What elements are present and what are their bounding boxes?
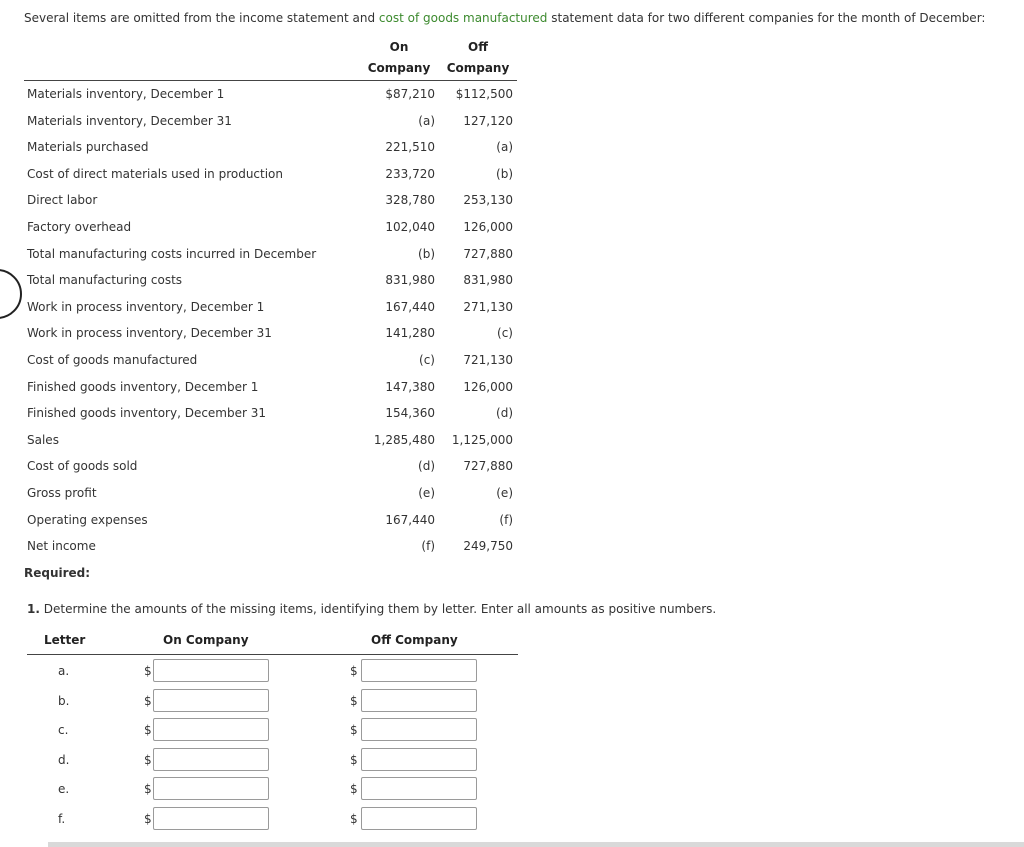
on-company-value: $87,210: [385, 87, 435, 101]
intro-text-after: statement data for two different companies for the month of December:: [547, 11, 986, 25]
intro-text-before: Several items are omitted from the income statement and: [24, 11, 379, 25]
on-company-value: 147,380: [385, 379, 435, 394]
off-company-value: 249,750: [463, 539, 513, 554]
on-company-value: 221,510: [385, 140, 435, 155]
table-row: [24, 188, 517, 214]
row-label: Total manufacturing costs: [27, 273, 183, 288]
off-company-header-line1: Off: [468, 40, 488, 54]
on-company-value: 831,980: [385, 273, 435, 288]
table-row: [24, 428, 517, 454]
answer-header-divider: [27, 654, 518, 655]
on-company-amount-input[interactable]: [153, 777, 269, 800]
off-company-amount-input[interactable]: [361, 777, 477, 800]
off-company-column-header: [440, 37, 516, 79]
dollar-sign: $: [144, 693, 152, 708]
off-company-amount-input[interactable]: [361, 659, 477, 682]
dollar-sign: $: [350, 693, 358, 708]
on-company-value: 1,285,480: [373, 432, 435, 447]
row-label: Materials inventory, December 31: [27, 113, 232, 128]
on-company-value: 328,780: [385, 193, 435, 208]
off-company-value: 126,000: [463, 379, 513, 394]
off-company-value: (d): [496, 406, 513, 421]
dollar-sign: $: [350, 723, 358, 738]
off-company-value: 1,125,000: [451, 432, 513, 447]
on-company-value: 167,440: [385, 299, 435, 314]
answer-letter: a.: [58, 664, 70, 678]
table-row: [24, 82, 517, 108]
on-company-header-line2: Company: [367, 61, 431, 75]
row-label: Operating expenses: [27, 512, 148, 527]
off-company-header-line2: Company: [446, 61, 510, 75]
dollar-sign: $: [350, 782, 358, 797]
on-company-value: (b): [418, 246, 435, 261]
row-label: Net income: [27, 539, 96, 554]
row-label: Cost of goods sold: [27, 459, 138, 474]
on-company-value: 154,360: [385, 406, 435, 421]
row-label: Cost of goods manufactured: [27, 353, 198, 367]
question-number: 1.: [27, 602, 40, 616]
table-row: [24, 534, 517, 560]
off-company-value: $112,500: [455, 87, 513, 101]
dollar-sign: $: [350, 752, 358, 767]
off-company-value: 721,130: [463, 353, 513, 367]
row-label: Finished goods inventory, December 31: [27, 406, 267, 421]
row-label: Cost of direct materials used in production: [27, 166, 284, 181]
required-heading: Required:: [24, 566, 91, 580]
intro-text: [24, 9, 1014, 27]
on-company-value: (f): [421, 539, 435, 554]
answer-letter: e.: [58, 782, 70, 797]
answer-header-off-company: Off Company: [371, 633, 458, 647]
dollar-sign: $: [350, 664, 358, 678]
question-1: [27, 602, 716, 616]
row-label: Materials inventory, December 1: [27, 87, 225, 101]
on-company-column-header: [362, 37, 436, 79]
on-company-value: 167,440: [385, 512, 435, 527]
table-row: [24, 454, 517, 480]
off-company-amount-input[interactable]: [361, 718, 477, 741]
table-row: [24, 295, 517, 321]
dollar-sign: $: [144, 664, 152, 678]
on-company-header-line1: On: [389, 40, 409, 54]
on-company-amount-input[interactable]: [153, 807, 269, 830]
table-row: [24, 135, 517, 161]
dollar-sign: $: [144, 812, 152, 826]
answer-header-letter: Letter: [44, 633, 86, 647]
table-row: [24, 268, 517, 294]
answer-letter: c.: [58, 723, 69, 738]
dollar-sign: $: [144, 782, 152, 797]
row-label: Finished goods inventory, December 1: [27, 379, 259, 394]
off-company-value: (b): [496, 166, 513, 181]
on-company-amount-input[interactable]: [153, 718, 269, 741]
table-row: [24, 375, 517, 401]
cost-of-goods-manufactured-link[interactable]: cost of goods manufactured: [378, 11, 548, 25]
question-text: Determine the amounts of the missing items, identifying them by letter. Enter all amounts as positive numbers.: [39, 602, 717, 616]
on-company-value: (d): [418, 459, 435, 474]
row-label: Factory overhead: [27, 220, 132, 234]
off-company-value: 271,130: [463, 299, 513, 314]
table-row: [24, 109, 517, 135]
row-label: Direct labor: [27, 193, 98, 208]
row-label: Work in process inventory, December 1: [27, 299, 265, 314]
off-company-value: 727,880: [463, 459, 513, 474]
on-company-value: (c): [419, 353, 435, 367]
on-company-amount-input[interactable]: [153, 748, 269, 771]
off-company-value: (c): [497, 326, 513, 341]
side-circle-indicator: [0, 269, 22, 319]
row-label: Materials purchased: [27, 140, 149, 155]
table-row: [24, 508, 517, 534]
table-row: [24, 481, 517, 507]
row-label: Gross profit: [27, 486, 97, 500]
dollar-sign: $: [144, 723, 152, 738]
answer-letter: f.: [58, 812, 66, 826]
dollar-sign: $: [350, 812, 358, 826]
off-company-value: 253,130: [463, 193, 513, 208]
table-row: [24, 215, 517, 241]
off-company-value: (f): [499, 512, 513, 527]
header-divider: [24, 80, 517, 81]
row-label: Work in process inventory, December 31: [27, 326, 272, 341]
dollar-sign: $: [144, 752, 152, 767]
horizontal-scrollbar[interactable]: [48, 842, 1024, 847]
answer-header-on-company: On Company: [163, 633, 249, 647]
table-row: [24, 242, 517, 268]
on-company-value: (a): [418, 113, 435, 128]
answer-row: [27, 686, 518, 716]
answer-row: [27, 656, 518, 686]
answer-letter: b.: [58, 693, 70, 708]
row-label: Sales: [27, 432, 59, 447]
off-company-value: (a): [496, 140, 513, 155]
off-company-value: 727,880: [463, 246, 513, 261]
table-row: [24, 321, 517, 347]
off-company-value: 126,000: [463, 220, 513, 234]
answer-row: [27, 715, 518, 745]
table-row: [24, 401, 517, 427]
on-company-value: 233,720: [385, 166, 435, 181]
off-company-value: 831,980: [463, 273, 513, 288]
on-company-value: (e): [418, 486, 435, 500]
answer-letter: d.: [58, 752, 70, 767]
table-row: [24, 348, 517, 374]
answer-row: [27, 745, 518, 775]
on-company-value: 102,040: [385, 220, 435, 234]
on-company-amount-input[interactable]: [153, 659, 269, 682]
off-company-amount-input[interactable]: [361, 748, 477, 771]
answer-row: [27, 804, 518, 834]
off-company-value: 127,120: [463, 113, 513, 128]
off-company-amount-input[interactable]: [361, 689, 477, 712]
answer-row: [27, 774, 518, 804]
row-label: Total manufacturing costs incurred in December: [27, 246, 317, 261]
on-company-amount-input[interactable]: [153, 689, 269, 712]
on-company-value: 141,280: [385, 326, 435, 341]
off-company-value: (e): [496, 486, 513, 500]
off-company-amount-input[interactable]: [361, 807, 477, 830]
table-row: [24, 162, 517, 188]
